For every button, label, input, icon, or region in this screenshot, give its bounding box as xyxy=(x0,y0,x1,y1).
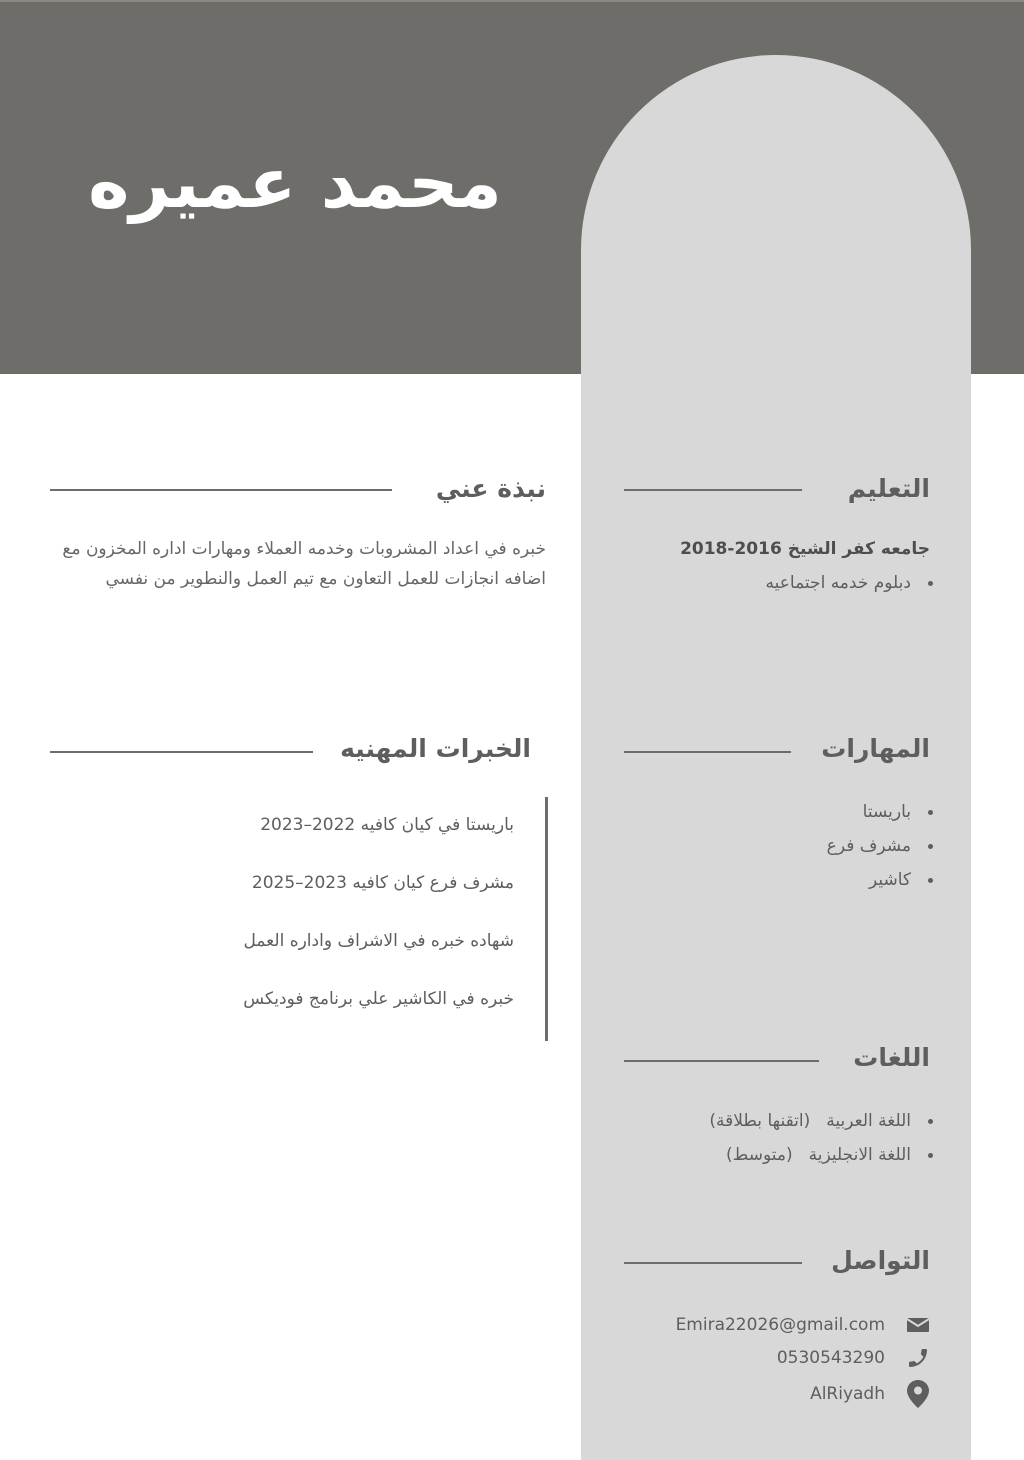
language-name: اللغة الانجليزية xyxy=(808,1145,911,1165)
contact-email-row[interactable] xyxy=(676,1310,931,1340)
languages-divider xyxy=(624,1060,819,1062)
language-name: اللغة العربية xyxy=(826,1111,911,1131)
experience-item: باريستا في كيان كافيه 2022–2023 xyxy=(260,815,514,835)
skill-item: مشرف فرع xyxy=(827,829,933,863)
language-level: (اتقنها بطلاقة) xyxy=(709,1111,811,1131)
experience-title: الخبرات المهنيه xyxy=(340,734,531,763)
phone-icon xyxy=(905,1345,931,1371)
contact-title: التواصل xyxy=(831,1246,930,1275)
experience-item: خبره في الكاشير علي برنامج فوديكس xyxy=(243,989,514,1009)
experience-item: مشرف فرع كيان كافيه 2023–2025 xyxy=(251,873,514,893)
contact-email[interactable]: Emira22026@gmail.com xyxy=(675,1315,885,1335)
contact-location-row xyxy=(810,1379,931,1409)
language-level: (متوسط) xyxy=(725,1145,793,1165)
education-list xyxy=(766,566,933,600)
about-divider xyxy=(50,489,392,491)
skills-divider xyxy=(624,751,791,753)
experience-timeline-bar xyxy=(545,797,548,1041)
contact-location: AlRiyadh xyxy=(810,1384,885,1404)
contact-phone-row[interactable] xyxy=(777,1343,931,1373)
candidate-name: محمد عميره xyxy=(88,142,502,224)
about-text: خبره في اعداد المشروبات وخدمه العملاء ومهارات اداره المخزون مع اضافه انجازات للعمل التعاون مع تيم العمل والنطوير من نفسي xyxy=(62,539,546,589)
education-item: دبلوم خدمه اجتماعيه xyxy=(766,566,933,600)
contact-divider xyxy=(624,1262,802,1264)
experience-item: شهاده خبره في الاشراف واداره العمل xyxy=(243,931,514,951)
skill-item: باريستا xyxy=(827,795,933,829)
education-divider xyxy=(624,489,802,491)
about-title: نبذة عني xyxy=(435,474,546,503)
education-title: التعليم xyxy=(847,474,930,503)
location-pin-icon xyxy=(905,1381,931,1407)
skill-item: كاشير xyxy=(827,863,933,897)
languages-title: اللغات xyxy=(853,1043,930,1072)
language-item xyxy=(709,1104,933,1138)
languages-list xyxy=(709,1104,933,1172)
experience-divider xyxy=(50,751,313,753)
skills-list xyxy=(827,795,933,897)
contact-phone[interactable]: 0530543290 xyxy=(776,1348,885,1368)
experience-list xyxy=(243,808,514,1040)
skills-title: المهارات xyxy=(821,734,930,763)
envelope-icon xyxy=(905,1312,931,1338)
language-item xyxy=(709,1138,933,1172)
education-university: جامعه كفر الشيخ 2016-2018 xyxy=(680,539,930,559)
